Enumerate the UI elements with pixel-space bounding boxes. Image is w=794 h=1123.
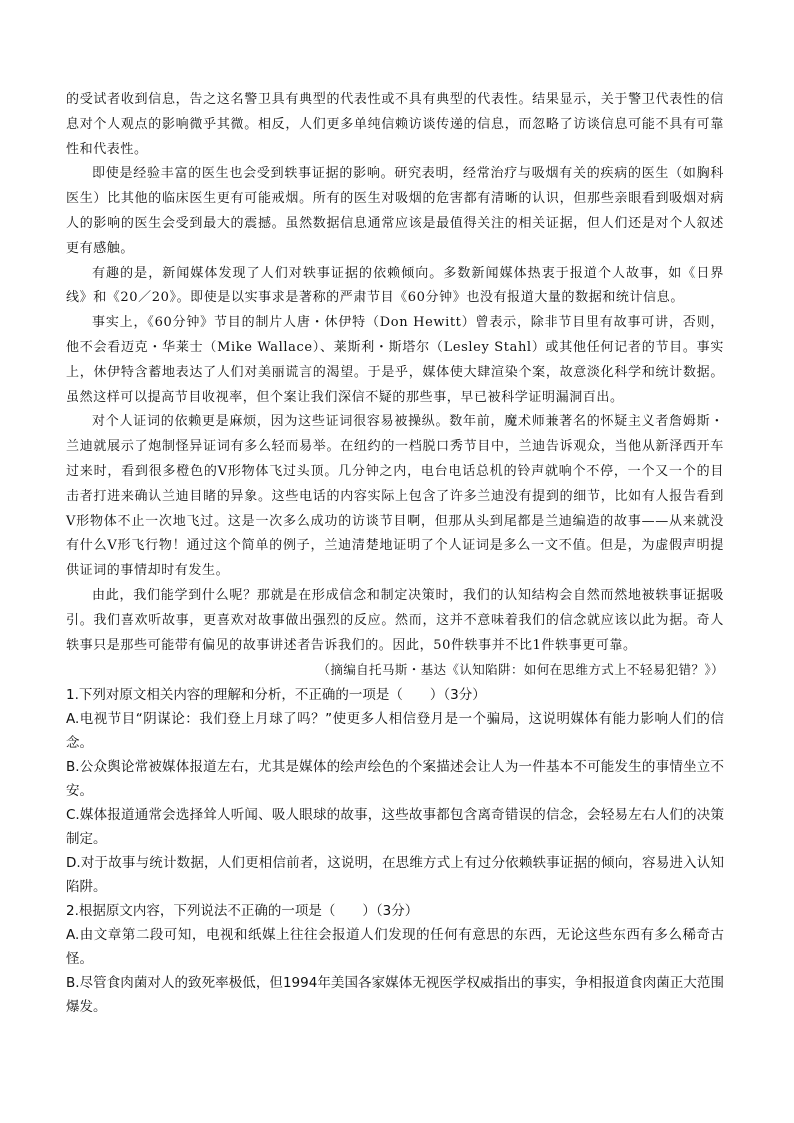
option-c: C.媒体报道通常会选择耸人听闻、吸人眼球的故事，这些故事都包含离奇错误的信念，会轻易左右人们的决策制定。 — [66, 807, 724, 848]
option-b: B.公众舆论常被媒体报道左右，尤其是媒体的绘声绘色的个案描述会让人为一件基本不可能发生的事情坐立不安。 — [66, 759, 724, 800]
question-section — [66, 683, 724, 1019]
question-1 — [66, 683, 724, 899]
passage-paragraph: 由此，我们能学到什么呢？那就是在形成信念和制定决策时，我们的认知结构会自然而然地被轶事证据吸引。我们喜欢听故事，更喜欢对故事做出强烈的反应。然而，这并不意味着我们的信念就应该以此为据。奇人轶事只是那些可能带有偏见的故事讲述者告诉我们的。因此，50件轶事并不比1件轶事更可靠。 — [66, 587, 724, 653]
question-2 — [66, 899, 724, 1019]
passage-paragraph: 的受试者收到信息，告之这名警卫具有典型的代表性或不具有典型的代表性。结果显示，关于警卫代表性的信息对个人观点的影响微乎其微。相反，人们更多单纯信赖访谈传递的信息，而忽略了访谈信息可能不具有可靠性和代表性。 — [66, 92, 724, 157]
passage-paragraph: 即使是经验丰富的医生也会受到轶事证据的影响。研究表明，经常治疗与吸烟有关的疾病的医生（如胸科医生）比其他的临床医生更有可能戒烟。所有的医生对吸烟的危害都有清晰的认识，但那些亲眼看到吸烟对病人的影响的医生会受到最大的震撼。虽然数据信息通常应该是最值得关注的相关证据，但人们还是对个人叙述更有感触。 — [66, 166, 724, 256]
passage-paragraph: 事实上，《60分钟》节目的制片人唐・休伊特（Don Hewitt）曾表示，除非节目里有故事可讲，否则，他不会看迈克・华莱士（Mike Wallace）、莱斯利・斯塔尔（Lesley Stahl）或其他任何记者的节目。事实上，休伊特含蓄地表达了人们对美丽谎言的渴望。于是乎，媒体使大肆渲染个案，故意淡化科学和统计数据。虽然这样可以提高节目收视率，但个案让我们深信不疑的那些事，早已被科学证明漏洞百出。 — [66, 315, 724, 405]
option-b: B.尽管食肉菌对人的致死率极低，但1994年美国各家媒体无视医学权威指出的事实，争相报道食肉菌正大范围爆发。 — [66, 975, 724, 1016]
reading-passage — [66, 88, 724, 683]
passage-source: （摘编自托马斯・基达《认知陷阱：如何在思维方式上不轻易犯错？》） — [317, 662, 724, 678]
passage-paragraph: 有趣的是，新闻媒体发现了人们对轶事证据的依赖倾向。多数新闻媒体热衷于报道个人故事，如《日界线》和《20／20》。即使是以实事求是著称的严肃节目《60分钟》也没有报道大量的数据和统计信息。 — [66, 265, 724, 306]
document-page — [66, 88, 724, 1019]
option-a: A.电视节目“阴谋论：我们登上月球了吗？”使更多人相信登月是一个骗局，这说明媒体有能力影响人们的信念。 — [66, 711, 724, 752]
question-stem: 1.下列对原文相关内容的理解和分析，不正确的一项是（ ）（3分） — [66, 687, 486, 704]
passage-paragraph: 对个人证词的依赖更是麻烦，因为这些证词很容易被操纵。数年前，魔术师兼著名的怀疑主义者詹姆斯・兰迪就展示了炮制怪异证词有多么轻而易举。在纽约的一档脱口秀节目中，兰迪告诉观众，当他从新泽西开车过来时，看到很多橙色的V形物体飞过头顶。几分钟之内，电台电话总机的铃声就响个不停，一个又一个的目击者打进来确认兰迪目睹的异象。这些电话的内容实际上包含了许多兰迪没有提到的细节，比如有人报告看到V形物体不止一次地飞过。这是一次多么成功的访谈节目啊，但那从头到尾都是兰迪编造的故事——从来就没有什么V形飞行物！通过这个简单的例子，兰迪清楚地证明了个人证词是多么一文不值。但是，为虚假声明提供证词的事情却时有发生。 — [66, 414, 724, 579]
option-d: D.对于故事与统计数据，人们更相信前者，这说明，在思维方式上有过分依赖轶事证据的倾向，容易进入认知陷阱。 — [66, 855, 724, 896]
question-stem: 2.根据原文内容，下列说法不正确的一项是（ ）（3分） — [66, 903, 419, 920]
option-a: A.由文章第二段可知，电视和纸媒上往往会报道人们发现的任何有意思的东西，无论这些东西有多么稀奇古怪。 — [66, 927, 724, 968]
